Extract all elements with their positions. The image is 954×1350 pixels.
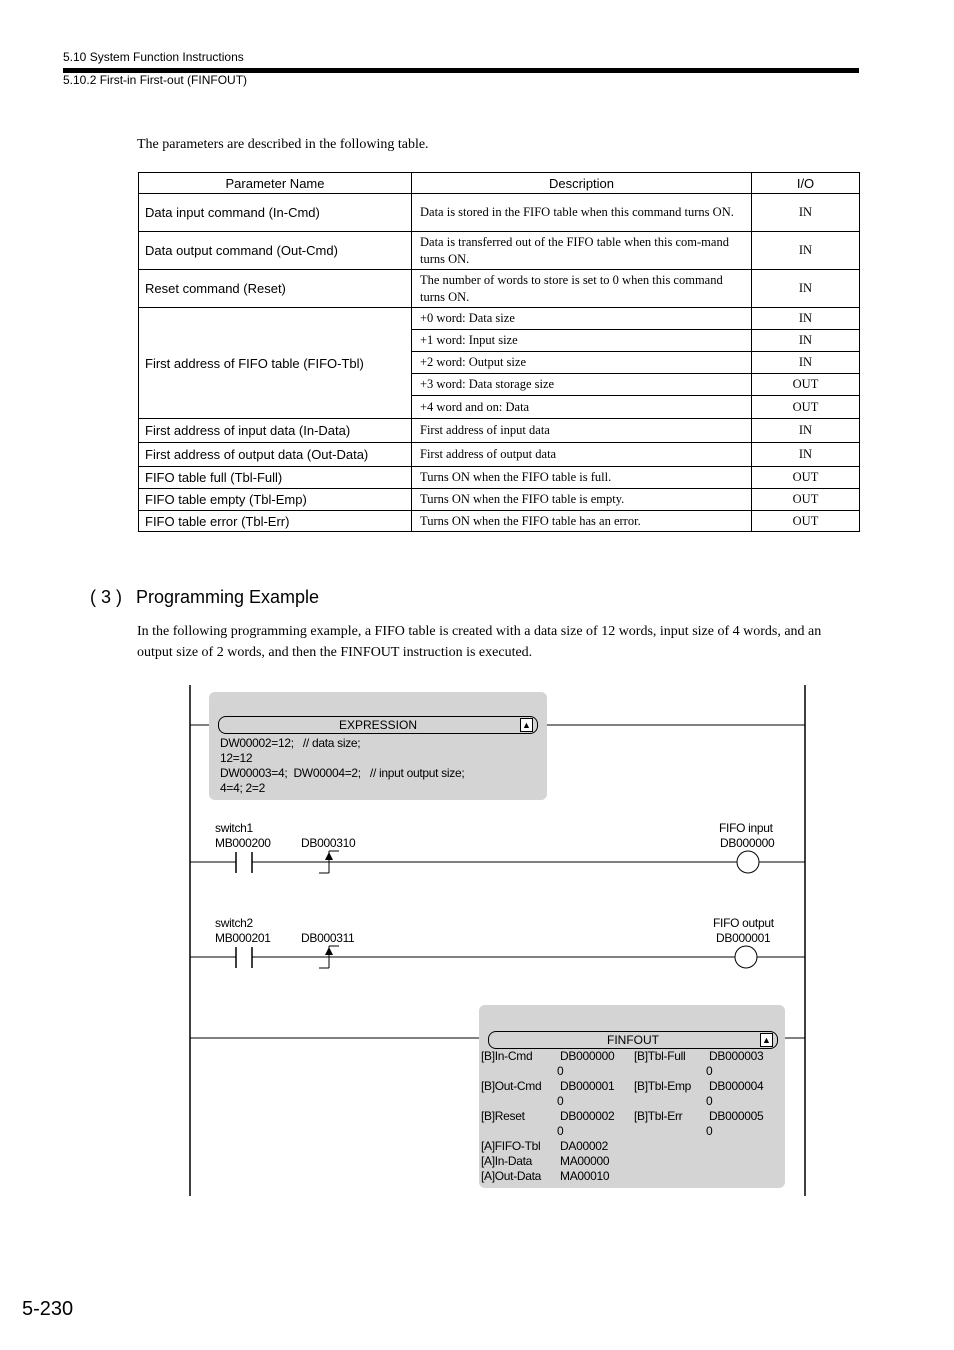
param-io: OUT xyxy=(752,396,860,419)
param-name: First address of FIFO table (FIFO-Tbl) xyxy=(139,308,412,419)
expression-line: DW00002=12; // data size; xyxy=(220,736,361,750)
section-title: Programming Example xyxy=(136,587,320,607)
param-name: Data input command (In-Cmd) xyxy=(139,194,412,232)
intro-text: The parameters are described in the following table. xyxy=(137,137,429,152)
param-io: IN xyxy=(752,308,860,330)
column-header: I/O xyxy=(752,173,860,194)
param-io: IN xyxy=(752,270,860,308)
param-name: FIFO table full (Tbl-Full) xyxy=(139,467,412,489)
param-name: First address of input data (In-Data) xyxy=(139,419,412,443)
param-address: DB000005 xyxy=(709,1109,764,1123)
expression-title: EXPRESSION xyxy=(338,718,418,732)
param-address: DB000003 xyxy=(709,1049,764,1063)
coil-label: FIFO output xyxy=(713,916,774,930)
collapse-icon[interactable]: ▲ xyxy=(760,1033,773,1047)
param-desc: First address of output data xyxy=(412,443,752,467)
param-value: 0 xyxy=(706,1064,713,1078)
param-io: OUT xyxy=(752,467,860,489)
param-io: IN xyxy=(752,352,860,374)
coil-address: DB000000 xyxy=(720,836,775,850)
param-address: DB000004 xyxy=(709,1079,764,1093)
param-desc: +4 word and on: Data xyxy=(412,396,752,419)
pulse-address: DB000311 xyxy=(301,931,355,945)
param-address: DB000001 xyxy=(560,1079,615,1093)
finfout-title-bar xyxy=(488,1031,778,1049)
param-desc: First address of input data xyxy=(412,419,752,443)
param-address: DA00002 xyxy=(560,1139,608,1153)
section-number: ( 3 ) xyxy=(90,587,123,607)
param-desc: +3 word: Data storage size xyxy=(412,374,752,396)
param-label: [B]Tbl-Full xyxy=(634,1049,686,1063)
finfout-block[interactable] xyxy=(479,1005,785,1188)
param-desc: +1 word: Input size xyxy=(412,330,752,352)
param-label: [A]In-Data xyxy=(481,1154,533,1168)
expression-block[interactable] xyxy=(209,692,547,800)
param-name: First address of output data (Out-Data) xyxy=(139,443,412,467)
contact-address: MB000201 xyxy=(215,931,271,945)
pulse-address: DB000310 xyxy=(301,836,356,850)
param-io: IN xyxy=(752,330,860,352)
param-desc: Turns ON when the FIFO table has an error. xyxy=(412,511,752,532)
param-io: IN xyxy=(752,194,860,232)
param-desc: Data is transferred out of the FIFO table when this com-mand turns ON. xyxy=(412,232,752,270)
param-address: MA00000 xyxy=(560,1154,610,1168)
param-name: Reset command (Reset) xyxy=(139,270,412,308)
param-desc: +0 word: Data size xyxy=(412,308,752,330)
rung-1 xyxy=(190,851,805,873)
coil-icon xyxy=(737,851,759,873)
param-name: FIFO table error (Tbl-Err) xyxy=(139,511,412,532)
param-value: 0 xyxy=(557,1124,564,1138)
param-label: [B]In-Cmd xyxy=(481,1049,533,1063)
param-label: [A]FIFO-Tbl xyxy=(481,1139,541,1153)
param-io: IN xyxy=(752,443,860,467)
param-label: [B]Tbl-Emp xyxy=(634,1079,692,1093)
finfout-title: FINFOUT xyxy=(607,1033,659,1047)
param-io: OUT xyxy=(752,489,860,511)
param-address: MA00010 xyxy=(560,1169,610,1183)
param-value: 0 xyxy=(706,1094,713,1108)
column-header: Description xyxy=(412,173,752,194)
collapse-icon[interactable]: ▲ xyxy=(520,718,533,732)
page-number: 5-230 xyxy=(22,1298,74,1320)
coil-label: FIFO input xyxy=(719,821,773,835)
param-desc: Turns ON when the FIFO table is full. xyxy=(412,467,752,489)
param-io: OUT xyxy=(752,511,860,532)
param-io: OUT xyxy=(752,374,860,396)
param-address: DB000000 xyxy=(560,1049,615,1063)
param-value: 0 xyxy=(706,1124,713,1138)
contact-address: MB000200 xyxy=(215,836,271,850)
param-label: [B]Reset xyxy=(481,1109,525,1123)
param-io: IN xyxy=(752,419,860,443)
expression-lines xyxy=(220,736,464,796)
param-label: [A]Out-Data xyxy=(481,1169,542,1183)
expression-line: DW00003=4; DW00004=2; // input output size; xyxy=(220,766,465,780)
coil-icon xyxy=(735,946,757,968)
contact-label: switch2 xyxy=(215,916,253,930)
coil-address: DB000001 xyxy=(716,931,771,945)
param-label: [B]Tbl-Err xyxy=(634,1109,683,1123)
param-desc: +2 word: Output size xyxy=(412,352,752,374)
contact-label: switch1 xyxy=(215,821,253,835)
section-header: 5.10 System Function Instructions xyxy=(63,50,244,64)
param-desc: Turns ON when the FIFO table is empty. xyxy=(412,489,752,511)
subsection-header: 5.10.2 First-in First-out (FINFOUT) xyxy=(63,73,248,87)
section-body: In the following programming example, a FIFO table is created with a data size of 12 words, input size of 4 words, and an output size of 2 words, and then the FINFOUT instruction is executed. xyxy=(137,624,822,660)
expression-line: 4=4; 2=2 xyxy=(220,781,265,795)
rung-2 xyxy=(190,946,805,968)
param-desc: The number of words to store is set to 0 when this command turns ON. xyxy=(412,270,752,308)
expression-title-bar xyxy=(218,716,538,734)
param-value: 0 xyxy=(557,1064,564,1078)
param-value: 0 xyxy=(557,1094,564,1108)
param-desc: Data is stored in the FIFO table when this command turns ON. xyxy=(412,194,752,232)
expression-line: 12=12 xyxy=(220,751,253,765)
param-label: [B]Out-Cmd xyxy=(481,1079,542,1093)
column-header: Parameter Name xyxy=(139,173,412,194)
param-address: DB000002 xyxy=(560,1109,615,1123)
param-name: FIFO table empty (Tbl-Emp) xyxy=(139,489,412,511)
param-name: Data output command (Out-Cmd) xyxy=(139,232,412,270)
param-io: IN xyxy=(752,232,860,270)
